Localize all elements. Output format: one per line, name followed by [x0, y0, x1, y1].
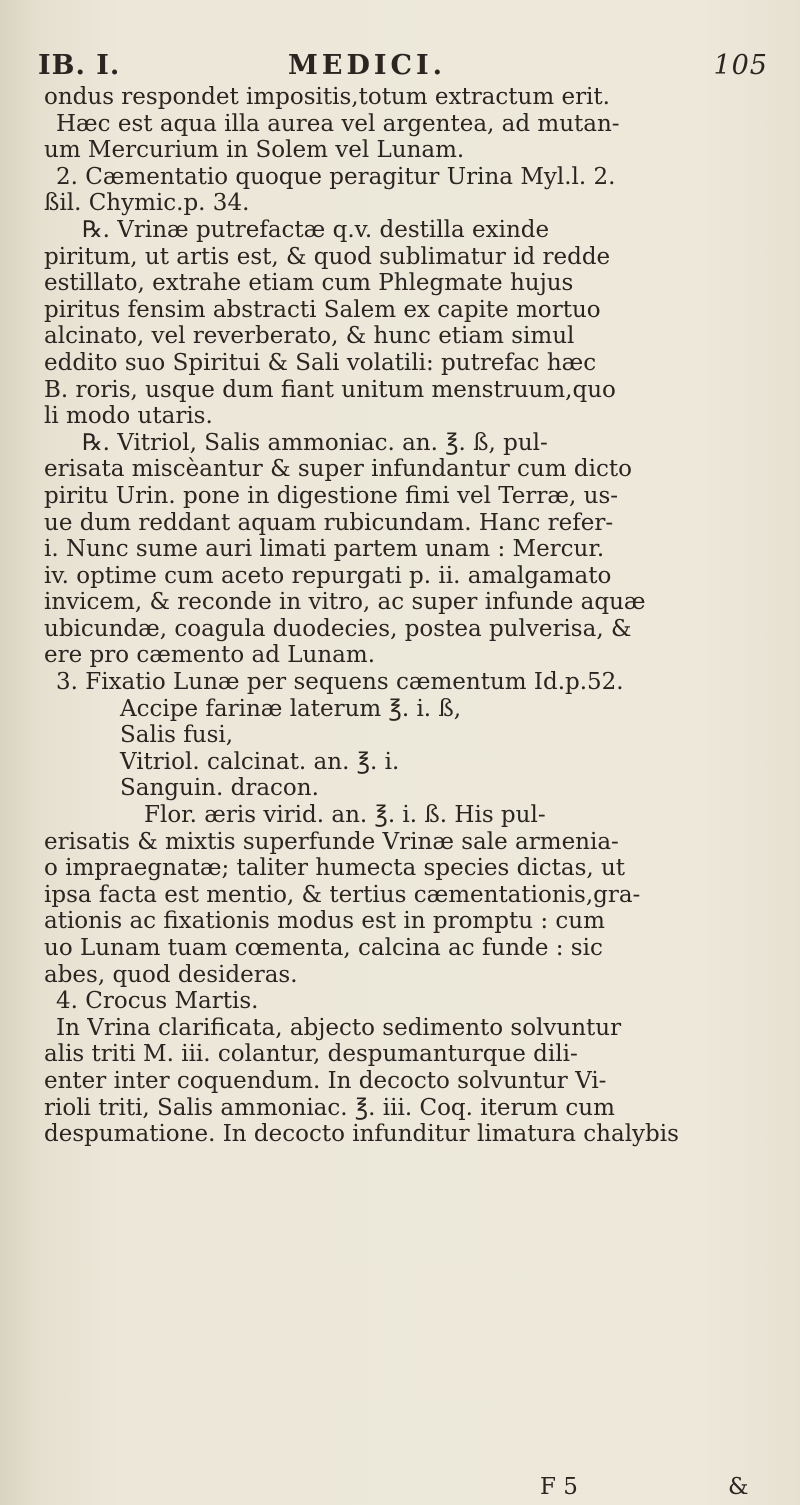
text-line: enter inter coquendum. In decocto solvuntur Vi- [44, 1067, 607, 1094]
text-line: ue dum reddant aquam rubicundam. Hanc refer- [44, 509, 614, 536]
text-line: erisatis & mixtis superfunde Vrinæ sale armenia- [44, 828, 619, 855]
text-line: piritum, ut artis est, & quod sublimatur id redde [44, 243, 611, 270]
text-line: Salis fusi, [120, 722, 234, 749]
text-line: ℞. Vitriol, Salis ammoniac. an. ℥. ß, pul- [82, 429, 548, 456]
text-line: ipsa facta est mentio, & tertius cæmentationis,gra- [44, 881, 641, 908]
text-line: ondus respondet impositis,totum extractum erit. [44, 84, 610, 110]
text-line: erisata miscèantur & super infundantur cum dicto [44, 456, 632, 483]
text-line: o impraegnatæ; taliter humecta species dictas, ut [44, 855, 626, 882]
page-footer [0, 1474, 800, 1504]
signature-mark: F 5 [540, 1474, 578, 1500]
text-line: ßil. Chymic.p. 34. [44, 190, 250, 217]
text-line: B. roris, usque dum fiant unitum menstruum,quo [44, 376, 616, 403]
text-line: despumatione. In decocto infunditur limatura chalybis [44, 1121, 679, 1148]
text-line: um Mercurium in Solem vel Lunam. [44, 137, 465, 164]
text-line: In Vrina clarificata, abjecto sedimento solvuntur [56, 1014, 622, 1041]
text-line: alcinato, vel reverberato, & hunc etiam simul [44, 323, 575, 350]
text-line: Flor. æris virid. an. ℥. i. ß. His pul- [144, 802, 546, 829]
text-line: rioli triti, Salis ammoniac. ℥. iii. Coq. iterum cum [44, 1094, 615, 1121]
text-line: estillato, extrahe etiam cum Phlegmate hujus [44, 270, 574, 297]
text-line: Sanguin. dracon. [120, 775, 319, 802]
text-line: piritus fensim abstracti Salem ex capite mortuo [44, 296, 601, 323]
text-line: Vitriol. calcinat. an. ℥. i. [120, 748, 400, 775]
text-line: piritu Urin. pone in digestione fimi vel Terræ, us- [44, 482, 619, 509]
text-line: ubicundæ, coagula duodecies, postea pulverisa, & [44, 615, 632, 642]
text-line: uo Lunam tuam cœmenta, calcina ac funde : sic [44, 935, 603, 961]
body-text [44, 84, 774, 1148]
text-line: invicem, & reconde in vitro, ac super infunde aquæ [44, 589, 646, 616]
text-line: ere pro cæmento ad Lunam. [44, 642, 376, 669]
text-line: iv. optime cum aceto repurgati p. ii. amalgamato [44, 562, 612, 589]
text-line: i. Nunc sume auri limati partem unam : Mercur. [44, 536, 605, 563]
header-book-number: IB. I. [38, 50, 121, 81]
header-title: MEDICI. [288, 50, 447, 81]
text-line: abes, quod desideras. [44, 961, 298, 988]
text-line: 2. Cæmentatio quoque peragitur Urina Myl.l. 2. [56, 163, 616, 190]
text-line: li modo utaris. [44, 403, 213, 430]
text-line: 3. Fixatio Lunæ per sequens cæmentum Id.p.52. [56, 669, 624, 696]
text-line: alis triti M. iii. colantur, despumanturque dili- [44, 1041, 578, 1068]
text-line: ationis ac fixationis modus est in promptu : cum [44, 908, 605, 935]
text-line: 4. Crocus Martis. [56, 988, 259, 1015]
catchword: & [728, 1474, 749, 1500]
text-line: Hæc est aqua illa aurea vel argentea, ad mutan- [56, 110, 620, 137]
text-line: ℞. Vrinæ putrefactæ q.v. destilla exinde [82, 216, 550, 243]
page-number: 105 [713, 50, 768, 81]
text-line: eddito suo Spiritui & Sali volatili: putrefac hæc [44, 349, 597, 376]
text-line: Accipe farinæ laterum ℥. i. ß, [120, 695, 462, 722]
